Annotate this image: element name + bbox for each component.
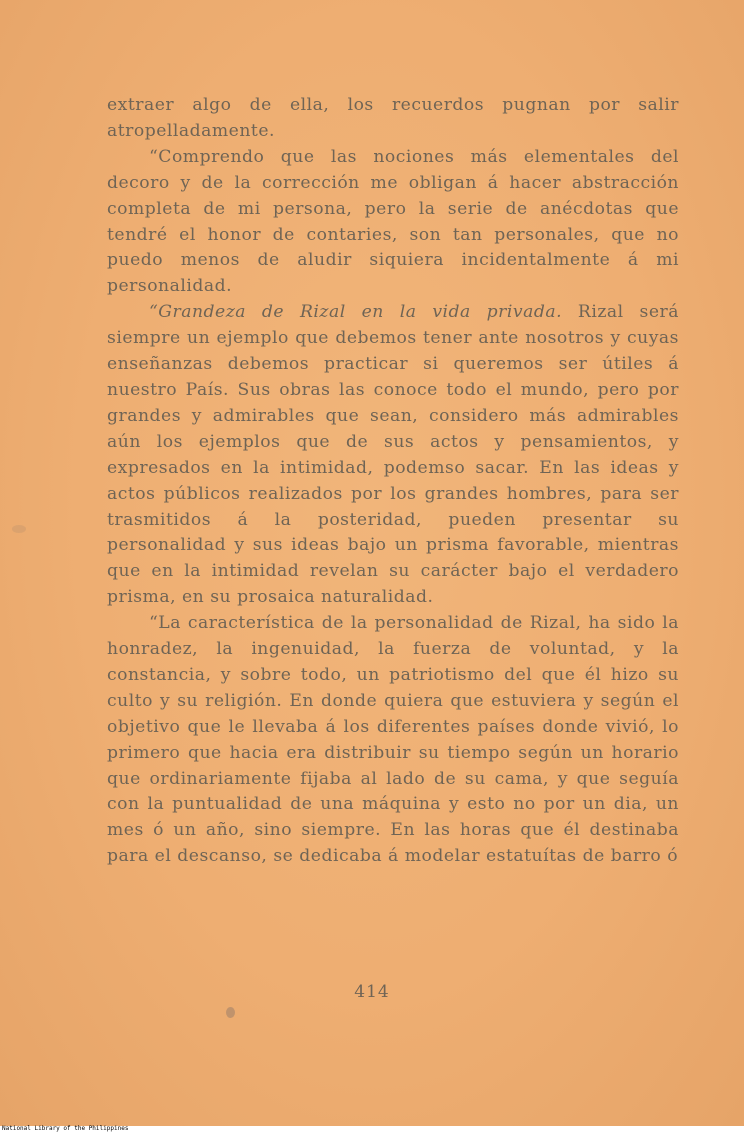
paragraph-grandeza (107, 300, 679, 611)
paragraph-text: Rizal será siempre un ejemplo que debemos tener ante nosotros y cuyas enseñanzas debemos practicar si queremos ser útiles á nuestro País. Sus obras las conoce todo el mundo, pero por grandes y admirables que sean, considero más admirables aún los ejemplos que de sus actos y pensamientos, y expresados en la intimidad, podemso sacar. En las ideas y actos públicos realizados por los grandes hombres, para ser trasmitidos á la posteridad, pueden presentar su personalidad y sus ideas bajo un prisma favorable, mientras que en la intimidad revelan su carácter bajo el verdadero prisma, en su prosaica naturalidad. (107, 302, 679, 608)
ink-spot (12, 525, 26, 533)
paragraph-text: extraer algo de ella, los recuerdos pugnan por salir atropelladamente. (107, 95, 679, 141)
paragraph-text: “Comprendo que las nociones más elementales del decoro y de la corrección me obligan á hacer abstracción completa de mi persona, pero la serie de anécdotas que tendré el honor de contaries, son tan personales, que no puedo menos de aludir siquiera incidentalmente á mi personalidad. (107, 146, 679, 297)
library-credit: National Library of the Philippines (2, 1125, 129, 1132)
ink-spot (226, 1007, 235, 1018)
paragraph-caracteristica (107, 611, 679, 870)
paragraph-continuation (107, 93, 679, 145)
italic-heading: “Grandeza de Rizal en la vida privada. (149, 302, 563, 323)
paragraph-text: “La característica de la personalidad de Rizal, ha sido la honradez, la ingenuidad, la fuerza de voluntad, y la constancia, y sobre todo, un patriotismo del que él hizo su culto y su religión. En donde quiera que estuviera y según el objetivo que le llevaba á los diferentes países donde vivió, lo primero que hacia era distribuir su tiempo según un horario que ordinariamente fijaba al lado de su cama, y que seguía con la puntualidad de una máquina y esto no por un dia, un mes ó un año, sino siempre. En las horas que él destinaba para el descanso, se dedicaba á modelar estatuítas de barro ó (107, 613, 679, 867)
body-text (107, 93, 679, 870)
page-number: 414 (354, 982, 390, 1002)
paragraph-decoro (107, 145, 679, 300)
